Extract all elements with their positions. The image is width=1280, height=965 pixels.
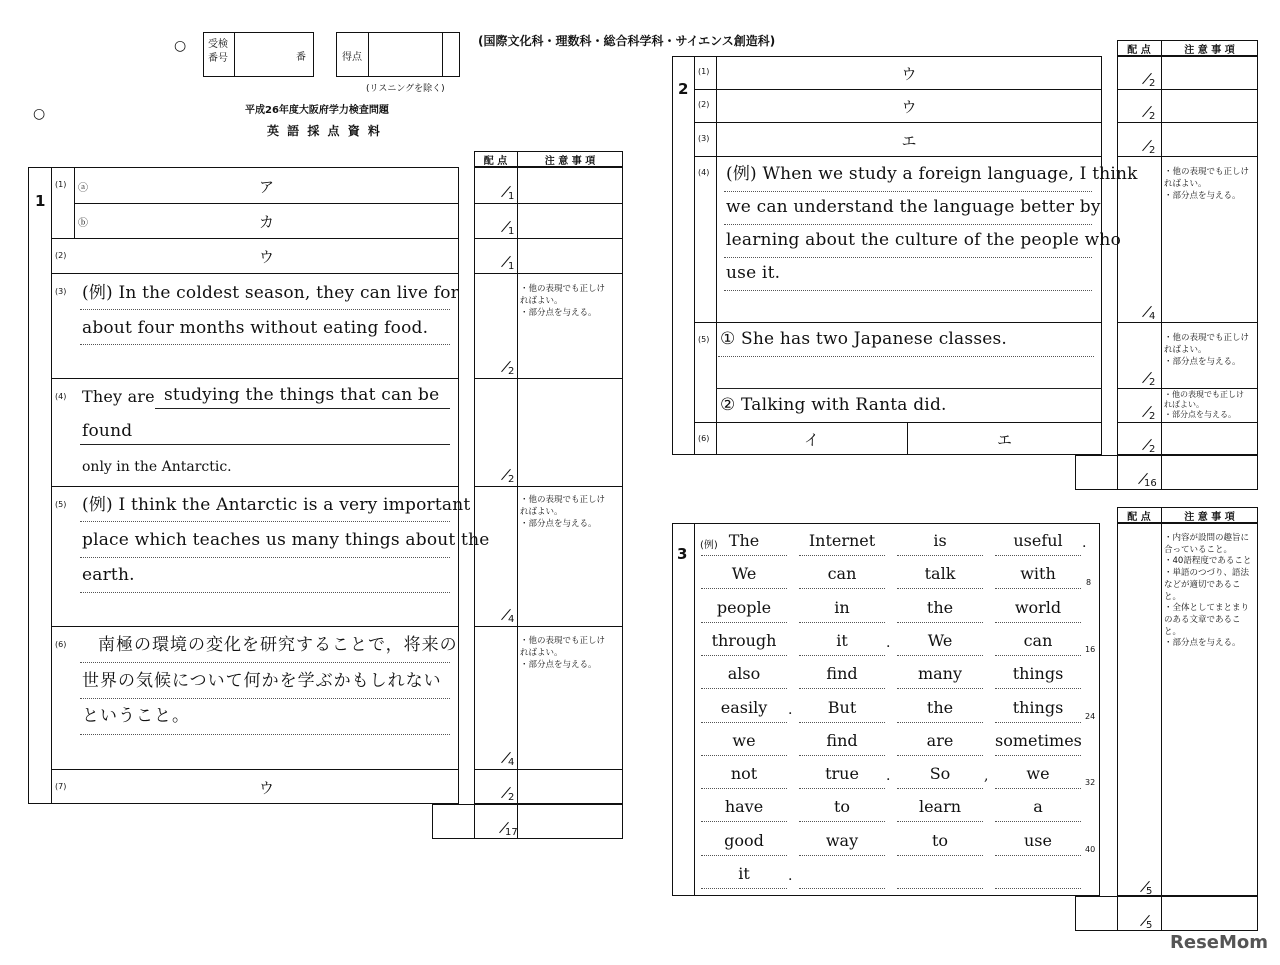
essay-word-underline — [701, 722, 787, 723]
essay-word-underline — [995, 821, 1081, 822]
s2-q4-line4: use it. — [726, 263, 781, 283]
s2-point-1: 2 — [1149, 78, 1156, 89]
s2-q3-answer: エ — [901, 132, 917, 150]
essay-word-underline — [995, 622, 1081, 623]
essay-word-underline — [799, 755, 885, 756]
s3-haiten-header: 配 点 — [1127, 512, 1151, 523]
essay-word-underline — [799, 888, 885, 889]
essay-word-underline — [995, 888, 1081, 889]
s1-point-1: 1 — [508, 191, 515, 202]
s3-point: 5 — [1146, 886, 1153, 897]
s1-q4-label: (4) — [55, 392, 67, 401]
essay-word-underline — [701, 688, 787, 689]
s3-count-8: 8 — [1086, 578, 1092, 587]
s2-q5-1-note: ・他の表現でも正しけ ればよい。 ・部分点を与える。 — [1164, 333, 1250, 367]
essay-word-underline — [701, 855, 787, 856]
s1-q3-label: (3) — [55, 287, 67, 296]
essay-word-underline — [897, 655, 983, 656]
essay-word-cell: not — [730, 764, 758, 784]
essay-punctuation: . — [1082, 535, 1087, 551]
s3-count-32: 32 — [1085, 778, 1096, 787]
essay-word-underline — [701, 788, 787, 789]
s1-q3-note: ・他の表現でも正しけ ればよい。 ・部分点を与える。 — [520, 284, 606, 318]
s1-q1b-answer: カ — [258, 213, 274, 231]
s2-q2-label: (2) — [698, 100, 710, 109]
s2-q4-note: ・他の表現でも正しけ ればよい。 ・部分点を与える。 — [1164, 167, 1250, 201]
essay-punctuation: . — [886, 768, 891, 785]
s2-q2-answer: ウ — [901, 98, 917, 116]
s1-q1a-answer: ア — [258, 178, 274, 196]
s1-q1-label: (1) — [55, 180, 67, 189]
essay-word-cell: The — [728, 531, 760, 550]
s1-q5-line2: place which teaches us many things about the — [82, 530, 490, 550]
essay-word-cell: are — [926, 730, 954, 750]
essay-word-cell: it — [738, 864, 750, 883]
essay-word-cell: things — [1012, 664, 1064, 684]
s2-total: 16 — [1144, 478, 1157, 489]
s2-q1-label: (1) — [698, 67, 710, 76]
essay-word-cell: useful — [1013, 531, 1063, 550]
essay-word-cell: many — [917, 664, 963, 684]
essay-word-cell: also — [727, 664, 761, 684]
s1-point-6: 4 — [508, 614, 515, 625]
essay-word-underline — [897, 622, 983, 623]
essay-word-cell: in — [834, 597, 850, 617]
essay-word-underline — [995, 788, 1081, 789]
essay-word-underline — [995, 688, 1081, 689]
essay-word-cell: it — [836, 630, 848, 650]
essay-word-cell: world — [1014, 597, 1062, 617]
essay-word-underline — [799, 821, 885, 822]
s1-point-2: 1 — [508, 226, 515, 237]
essay-punctuation: . — [788, 868, 793, 884]
punch-circle-1: ○ — [174, 38, 187, 54]
s3-count-40: 40 — [1085, 845, 1096, 854]
s2-q6-label: (6) — [698, 434, 710, 443]
essay-punctuation: . — [886, 634, 891, 651]
s1-q5-label: (5) — [55, 500, 67, 509]
essay-word-underline — [799, 722, 885, 723]
essay-word-cell: Internet — [808, 531, 876, 550]
essay-word-cell: way — [825, 830, 859, 850]
essay-word-underline — [897, 821, 983, 822]
essay-word-underline — [897, 755, 983, 756]
essay-word-cell: talk — [924, 564, 956, 584]
s3-total: 5 — [1146, 920, 1153, 931]
essay-word-cell: We — [731, 564, 757, 584]
essay-word-underline — [897, 588, 983, 589]
essay-word-cell: learn — [918, 797, 962, 817]
essay-word-cell: the — [926, 697, 954, 717]
s2-q5-answer2: ② Talking with Ranta did. — [720, 395, 947, 415]
essay-word-underline — [897, 888, 983, 889]
essay-word-underline — [701, 821, 787, 822]
essay-word-underline — [995, 722, 1081, 723]
essay-word-cell: use — [1024, 830, 1052, 850]
s1-q3-line2: about four months without eating food. — [82, 318, 429, 338]
essay-word-underline — [897, 788, 983, 789]
s1-q3-line1: (例) In the coldest season, they can live for — [82, 283, 459, 303]
essay-word-cell: to — [833, 797, 851, 817]
essay-word-underline — [701, 888, 787, 889]
essay-word-underline — [897, 555, 983, 556]
s1-point-4: 2 — [508, 366, 515, 377]
s1-q6-line2: 世界の気候について何かを学ぶかもしれない — [82, 671, 442, 691]
s1-q1b-mark: ⓑ — [78, 218, 88, 229]
s2-q4-line2: we can understand the language better by — [726, 197, 1101, 217]
s2-point-4: 4 — [1149, 311, 1156, 322]
essay-punctuation: . — [788, 701, 793, 718]
essay-word-cell: things — [1012, 697, 1064, 717]
essay-word-cell: So — [929, 764, 951, 784]
s1-q7-answer: ウ — [258, 779, 274, 797]
s1-q5-line3: earth. — [82, 565, 135, 585]
essay-word-cell: people — [716, 597, 772, 617]
s1-point-8: 2 — [508, 792, 515, 803]
section-3-number: 3 — [677, 545, 688, 563]
section-1-number: 1 — [35, 192, 46, 210]
essay-word-underline — [799, 855, 885, 856]
s2-q3-label: (3) — [698, 134, 710, 143]
essay-word-cell: we — [1026, 764, 1050, 784]
s2-point-7: 2 — [1149, 444, 1156, 455]
s3-count-16: 16 — [1085, 645, 1096, 654]
essay-word-cell: can — [1023, 630, 1053, 650]
s1-q4-suffix: only in the Antarctic. — [82, 459, 232, 475]
essay-word-underline — [897, 722, 983, 723]
essay-word-cell: is — [933, 531, 947, 550]
essay-word-underline — [799, 622, 885, 623]
essay-word-underline — [995, 588, 1081, 589]
doc-title: 英 語 採 点 資 料 — [267, 124, 382, 138]
s1-point-5: 2 — [508, 474, 515, 485]
s1-point-7: 4 — [508, 757, 515, 768]
essay-word-cell: easily — [720, 697, 768, 717]
essay-word-underline — [701, 655, 787, 656]
s1-haiten-header: 配 点 — [483, 156, 508, 167]
s1-q6-line3: ということ。 — [82, 706, 190, 726]
s2-point-2: 2 — [1149, 111, 1156, 122]
s2-q5-label: (5) — [698, 335, 710, 344]
s1-q4-line1: studying the things that can be — [164, 385, 440, 405]
s3-note: ・内容が設問の趣旨に 合っていること。 ・40語程度であること ・単語のつづり、語法 などが適切であるこ と。 ・全体としてまとまり のある文章であるこ と。 ・部分点を与える。 — [1164, 533, 1252, 649]
essay-word-cell: true — [825, 764, 859, 784]
essay-word-cell: with — [1020, 564, 1056, 584]
s1-q6-line1: 南極の環境の変化を研究することで，将来の — [98, 635, 458, 655]
s2-q4-line3: learning about the culture of the people who — [726, 230, 1122, 250]
s1-q6-label: (6) — [55, 640, 67, 649]
essay-word-underline — [799, 555, 885, 556]
s1-q5-line1: (例) I think the Antarctic is a very important — [82, 495, 471, 515]
essay-word-cell: we — [732, 730, 756, 750]
ban-label: 番 — [296, 52, 306, 63]
essay-word-cell: find — [826, 664, 858, 684]
punch-circle-2: ○ — [33, 106, 46, 122]
essay-word-underline — [701, 755, 787, 756]
essay-word-underline — [995, 855, 1081, 856]
essay-word-cell: the — [926, 597, 954, 617]
s3-count-24: 24 — [1085, 712, 1096, 721]
s1-q1a-mark: ⓐ — [78, 183, 88, 194]
essay-word-underline — [701, 588, 787, 589]
essay-word-cell: find — [826, 730, 858, 750]
essay-word-cell: through — [711, 630, 777, 650]
s1-q7-label: (7) — [55, 782, 67, 791]
s1-q4-prefix: They are — [82, 387, 155, 406]
s1-q5-note: ・他の表現でも正しけ ればよい。 ・部分点を与える。 — [520, 495, 606, 529]
essay-word-underline — [995, 555, 1081, 556]
essay-word-underline — [897, 688, 983, 689]
essay-word-underline — [799, 588, 885, 589]
essay-word-cell: can — [827, 564, 857, 584]
s1-q2-label: (2) — [55, 251, 67, 260]
exam-title: 平成26年度大阪府学力検査問題 — [245, 105, 389, 116]
s2-q6-answer-a: イ — [803, 431, 819, 449]
essay-word-underline — [995, 655, 1081, 656]
s2-q1-answer: ウ — [901, 65, 917, 83]
essay-word-underline — [897, 855, 983, 856]
score-label: 得点 — [342, 52, 362, 63]
s1-chui-header: 注 意 事 項 — [544, 156, 596, 167]
essay-word-cell: a — [1033, 797, 1043, 817]
listening-note: (リスニングを除く) — [366, 84, 445, 94]
essay-word-underline — [799, 655, 885, 656]
s1-q4-line2: found — [82, 421, 133, 441]
exam-number-label: 受検 番号 — [208, 39, 228, 64]
s1-total: 17 — [505, 827, 518, 838]
s2-point-3: 2 — [1149, 145, 1156, 156]
essay-word-cell: But — [827, 697, 857, 717]
essay-word-cell: We — [927, 630, 953, 650]
s1-q6-note: ・他の表現でも正しけ ればよい。 ・部分点を与える。 — [520, 636, 606, 670]
essay-word-cell: good — [724, 830, 764, 850]
essay-word-underline — [701, 622, 787, 623]
essay-word-cell: sometimes — [995, 730, 1082, 750]
s2-chui-header: 注 意 事 項 — [1184, 45, 1235, 56]
essay-word-cell: to — [931, 830, 949, 850]
resemom-watermark: ReseMom — [1170, 932, 1269, 953]
s2-q6-answer-b: エ — [996, 431, 1012, 449]
s1-point-3: 1 — [508, 261, 515, 272]
section-2-number: 2 — [678, 80, 689, 98]
essay-punctuation: , — [984, 768, 989, 785]
s2-point-6: 2 — [1149, 411, 1156, 422]
essay-word-cell: have — [724, 797, 764, 817]
essay-word-underline — [995, 755, 1081, 756]
essay-word-underline — [799, 688, 885, 689]
s2-haiten-header: 配 点 — [1127, 45, 1151, 56]
courses-title: (国際文化科・理数科・総合科学科・サイエンス創造科) — [478, 34, 776, 48]
s3-chui-header: 注 意 事 項 — [1184, 512, 1235, 523]
s2-q4-label: (4) — [698, 168, 710, 177]
s2-q5-answer1: ① She has two Japanese classes. — [720, 329, 1008, 349]
s1-q2-answer: ウ — [258, 248, 274, 266]
essay-word-underline — [701, 555, 787, 556]
essay-word-underline — [799, 788, 885, 789]
s3-example-mark: (例) — [700, 540, 718, 551]
s2-q5-2-note: ・他の表現でも正しけ ればよい。 ・部分点を与える。 — [1164, 390, 1244, 419]
s2-q4-line1: (例) When we study a foreign language, I think — [726, 164, 1138, 184]
s2-point-5: 2 — [1149, 377, 1156, 388]
